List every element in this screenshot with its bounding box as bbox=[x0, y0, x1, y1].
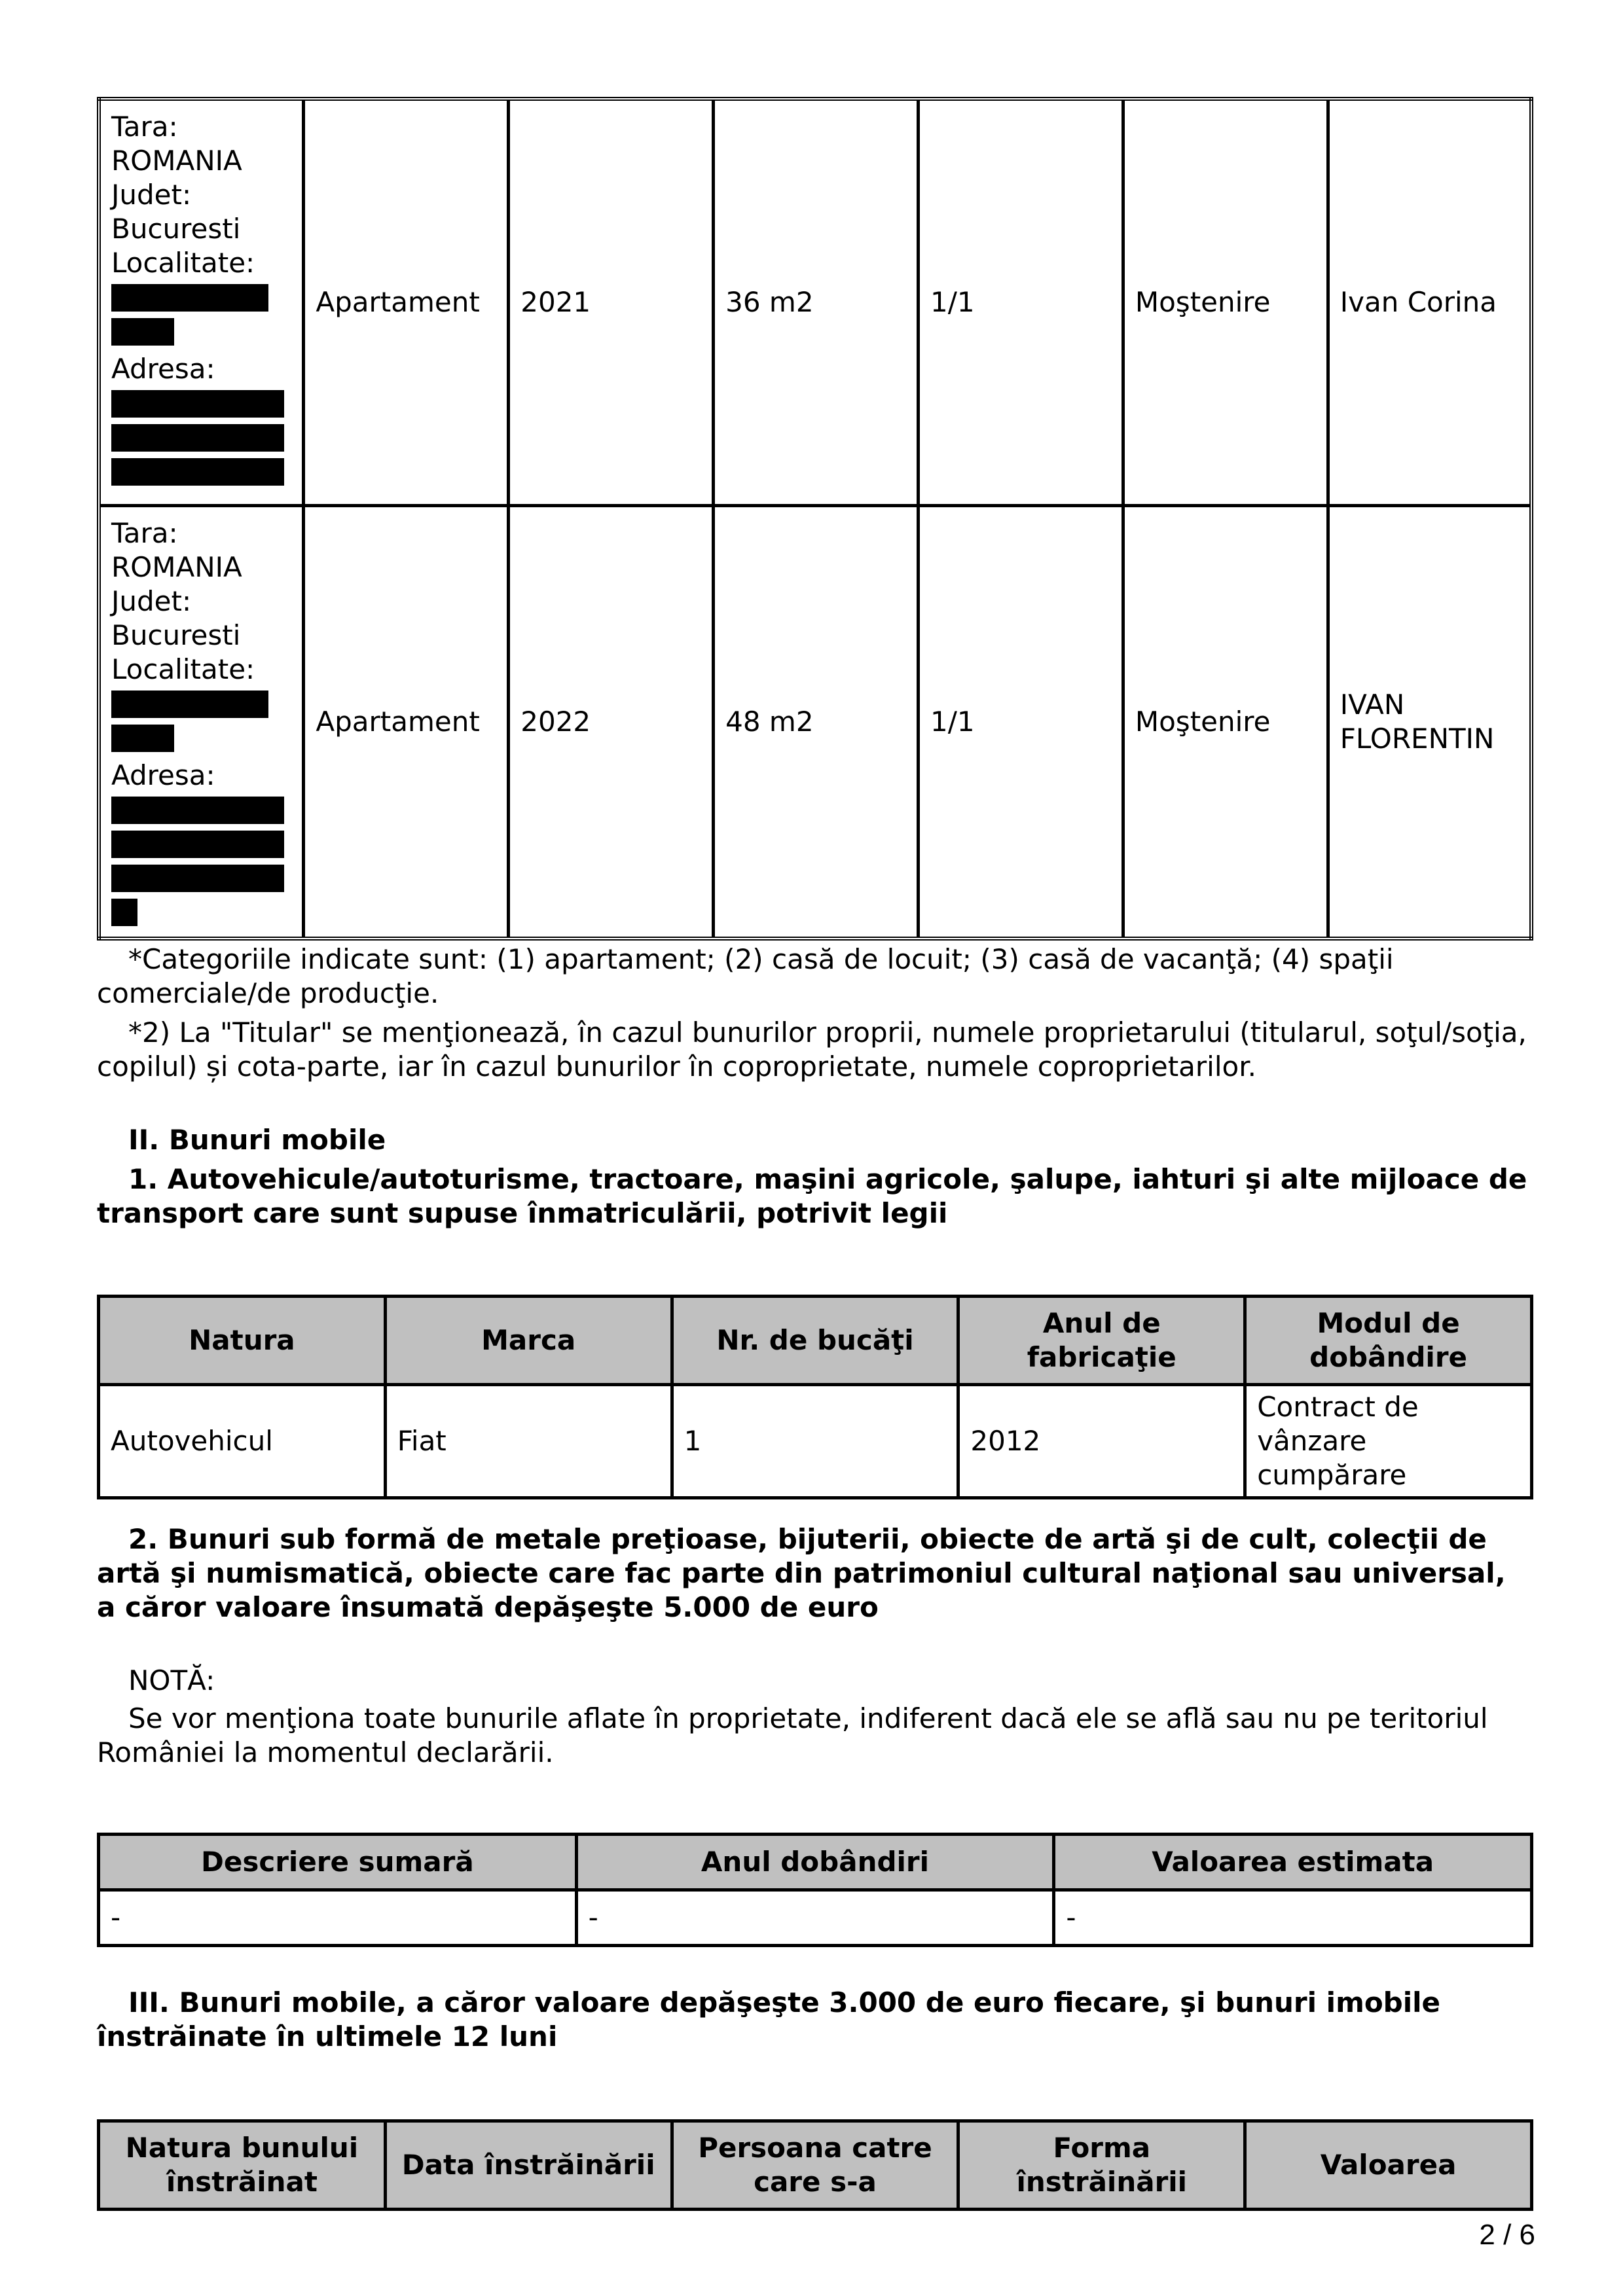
column-header: Forma înstrăinării bbox=[958, 2121, 1245, 2210]
cota-parte-cell: 1/1 bbox=[919, 99, 1123, 506]
table-cell: Contract de vânzare cumpărare bbox=[1245, 1385, 1532, 1498]
redaction-bar bbox=[111, 865, 284, 892]
vehicles-table bbox=[97, 1295, 1533, 1499]
column-header: Descriere sumară bbox=[99, 1835, 577, 1890]
categoria-cell: Apartament bbox=[304, 506, 509, 939]
column-header: Marca bbox=[385, 1297, 672, 1385]
tara-value: ROMANIA bbox=[111, 145, 242, 177]
redaction-bar bbox=[111, 691, 268, 718]
table-row bbox=[99, 1385, 1532, 1498]
table-cell: 1 bbox=[672, 1385, 958, 1498]
judet-label: Judet: bbox=[111, 585, 192, 617]
table-cell: Fiat bbox=[385, 1385, 672, 1498]
modul-cell: Moştenire bbox=[1123, 99, 1328, 506]
footnote-categories: *Categoriile indicate sunt: (1) apartament; (2) casă de locuit; (3) casă de vacanţă; (4) spaţii comerciale/de producţie. bbox=[97, 943, 1394, 1009]
table-cell: - bbox=[99, 1890, 577, 1946]
column-header: Nr. de bucăţi bbox=[672, 1297, 958, 1385]
redaction-bar bbox=[111, 899, 137, 926]
column-header: Persoana catre care s-a bbox=[672, 2121, 958, 2210]
column-header: Anul dobândiri bbox=[576, 1835, 1054, 1890]
tara-label: Tara: bbox=[111, 517, 178, 549]
table-cell: Autovehicul bbox=[99, 1385, 386, 1498]
nota-text: Se vor menţiona toate bunurile aflate în proprietate, indiferent dacă ele se află sau nu pe teritoriul României la momentul declarării. bbox=[97, 1702, 1488, 1768]
table-header-row bbox=[99, 1835, 1532, 1890]
tara-label: Tara: bbox=[111, 111, 178, 143]
location-cell bbox=[99, 506, 304, 939]
suprafata-cell: 48 m2 bbox=[714, 506, 919, 939]
property-table bbox=[97, 97, 1533, 941]
alienated-assets-table bbox=[97, 2119, 1533, 2211]
tara-value: ROMANIA bbox=[111, 551, 242, 583]
subsection-heading: 1. Autovehicule/autoturisme, tractoare, maşini agricole, şalupe, iahturi şi alte mijloace de transport care sunt supuse înmatriculării, potrivit legii bbox=[97, 1163, 1527, 1229]
modul-cell: Moştenire bbox=[1123, 506, 1328, 939]
column-header: Valoarea estimata bbox=[1054, 1835, 1532, 1890]
titular-cell: IVAN FLORENTIN bbox=[1328, 506, 1531, 939]
adresa-label: Adresa: bbox=[111, 759, 215, 791]
table-header-row bbox=[99, 2121, 1532, 2210]
localitate-label: Localitate: bbox=[111, 653, 255, 685]
redaction-bar bbox=[111, 725, 174, 752]
table-row bbox=[99, 506, 1531, 939]
adresa-label: Adresa: bbox=[111, 353, 215, 385]
table-row bbox=[99, 99, 1531, 506]
anul-cell: 2021 bbox=[509, 99, 714, 506]
valuables-table bbox=[97, 1833, 1533, 1947]
table-header-row bbox=[99, 1297, 1532, 1385]
column-header: Valoarea bbox=[1245, 2121, 1532, 2210]
redaction-bar bbox=[111, 797, 284, 824]
table-cell: 2012 bbox=[958, 1385, 1245, 1498]
section-heading: II. Bunuri mobile bbox=[128, 1124, 386, 1156]
column-header: Data înstrăinării bbox=[385, 2121, 672, 2210]
judet-value: Bucuresti bbox=[111, 213, 241, 245]
column-header: Natura bbox=[99, 1297, 386, 1385]
column-header: Anul de fabricaţie bbox=[958, 1297, 1245, 1385]
subsection-heading: 2. Bunuri sub formă de metale preţioase, bijuterii, obiecte de artă şi de cult, colecţii de artă şi numismatică, obiecte care fac parte din patrimoniul cultural naţional sau universal, a căror valoare însumată depăşeşte 5.000 de euro bbox=[97, 1523, 1506, 1623]
redaction-bar bbox=[111, 390, 284, 418]
cota-parte-cell: 1/1 bbox=[919, 506, 1123, 939]
redaction-bar bbox=[111, 284, 268, 312]
column-header: Natura bunului înstrăinat bbox=[99, 2121, 386, 2210]
table-cell: - bbox=[1054, 1890, 1532, 1946]
judet-value: Bucuresti bbox=[111, 619, 241, 651]
judet-label: Judet: bbox=[111, 179, 192, 211]
redaction-bar bbox=[111, 831, 284, 858]
localitate-label: Localitate: bbox=[111, 247, 255, 279]
suprafata-cell: 36 m2 bbox=[714, 99, 919, 506]
table-cell: - bbox=[576, 1890, 1054, 1946]
column-header: Modul de dobândire bbox=[1245, 1297, 1532, 1385]
redaction-bar bbox=[111, 458, 284, 486]
nota-label: NOTĂ: bbox=[128, 1664, 215, 1696]
section-heading: III. Bunuri mobile, a căror valoare depăşeşte 3.000 de euro fiecare, şi bunuri imobile înstrăinate în ultimele 12 luni bbox=[97, 1986, 1441, 2053]
footnote-titular: *2) La "Titular" se menţionează, în cazul bunurilor proprii, numele proprietarului (titularul, soţul/soţia, copilul) și cota-parte, iar în cazul bunurilor în coproprietate, numele coproprietarilor. bbox=[97, 1016, 1527, 1083]
redaction-bar bbox=[111, 424, 284, 452]
location-cell bbox=[99, 99, 304, 506]
anul-cell: 2022 bbox=[509, 506, 714, 939]
page-number: 2 / 6 bbox=[1479, 2219, 1535, 2251]
table-row bbox=[99, 1890, 1532, 1946]
categoria-cell: Apartament bbox=[304, 99, 509, 506]
titular-cell: Ivan Corina bbox=[1328, 99, 1531, 506]
redaction-bar bbox=[111, 318, 174, 346]
